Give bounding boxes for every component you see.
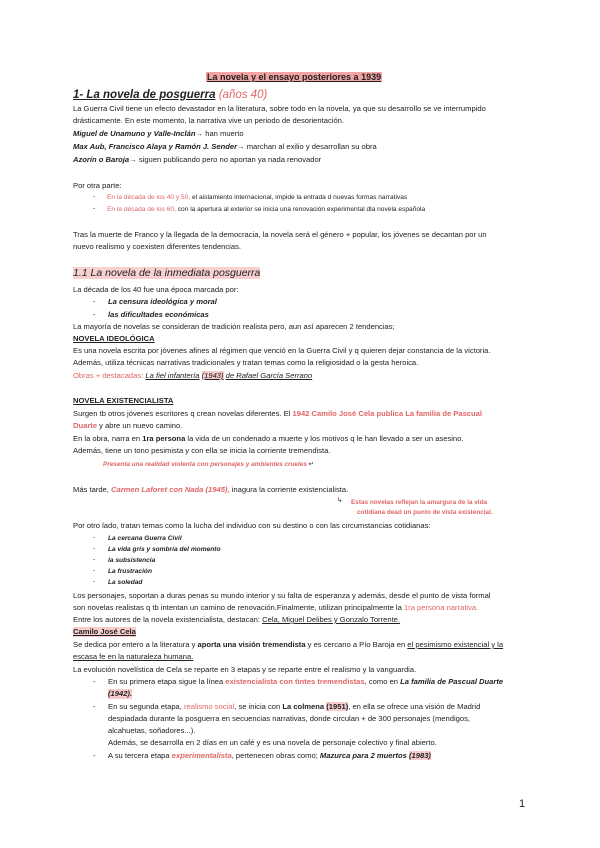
exist-item-5: La soledad (108, 579, 143, 586)
arrow-icon: ↳ (337, 497, 343, 504)
bullet-dash: - (93, 297, 96, 306)
tras-line-1: Tras la muerte de Franco y la llegada de la democracia, la novela será el género + popular, los jóvenes se decantan por un (73, 230, 487, 239)
exist-note-2-line-2: cotidiana dead un punto de vista existencial. (357, 509, 493, 516)
bullet-dash: - (93, 556, 96, 563)
exist-line-3: En la obra, narra en 1ra persona la vida de un condenado a muerte y los motivos q le han llevado a ser un asesino. (73, 434, 464, 443)
page-number: 1 (519, 798, 526, 810)
bullet-dash: - (93, 545, 96, 552)
bullet-dash: - (93, 677, 96, 686)
exist-line-1: Surgen tb otros jóvenes escritores q crean novelas diferentes. El 1942 Camilo José Cela publica La familia de Pascual (73, 409, 483, 418)
section-heading-main: 1- La novela de posguerra (73, 89, 216, 101)
cela-etapa-2-line-3: alcahuetas, soñadores...). (108, 726, 196, 735)
exist-note-2-line-1: Estas novelas reflejan la amargura de la vida (351, 499, 488, 506)
ideologica-heading: NOVELA IDEOLÓGICA (73, 334, 155, 343)
exist-note-1: Presenta una realidad violenta con personajes y ambientes crueles ↵ (103, 461, 315, 468)
bullet-dash: - (93, 534, 96, 541)
cela-etapa-2-line-2: despiadada durante la posguerra en secuencias narrativas, donde circulan + de 300 personajes (mendigos, (108, 714, 470, 723)
bullet-dash: - (93, 205, 96, 212)
exist-line-2: Duarte y abre un nuevo camino. (73, 421, 183, 430)
ideologica-obras: Obras + destacadas: La fiel infantería (1943) de Rafael García Serrano (73, 371, 313, 380)
subsection-heading: 1.1 La novela de la inmediata posguerra (73, 267, 261, 279)
ideologica-line-2: Además, utiliza técnicas narrativas tradicionales y tratan temas como la religiosidad o la gesta heroica. (73, 358, 419, 367)
section-heading (73, 89, 267, 101)
decada-after: La mayoría de novelas se consideran de tradición realista pero, aun así aparecen 2 tendencias; (73, 322, 395, 331)
exist-line-4: Además, tiene un tono pesimista y con ella se inicia la corriente tremendista. (73, 446, 331, 455)
cela-etapa-1: En su primera etapa sigue la línea existencialista con tintes tremendistas, como en La familia de Pascual Duarte (108, 677, 504, 686)
cela-line-2: escasa fe en la naturaleza humana. (73, 652, 194, 661)
decada-item-2: las dificultades económicas (108, 310, 209, 319)
document-title: La novela y el ensayo posteriores a 1939 (207, 72, 382, 82)
intro-line-3: Miguel de Unamuno y Valle-Inclán→ han muerto (73, 129, 244, 138)
otra-label: Por otra parte: (73, 181, 122, 190)
intro-line-2: drásticamente. En este momento, la narrativa vive un periodo de desorientación. (73, 116, 344, 125)
cela-etapa-2: En su segunda etapa, realismo social, se inicia con La colmena (1951), en ella se ofrece una visión de Madrid (108, 702, 481, 711)
section-heading-extra: (años 40) (218, 89, 268, 101)
exist-item-3: la subsistencia (108, 557, 156, 564)
decada-label: La década de los 40 fue una época marcada por: (73, 285, 239, 294)
ideologica-line-1: Es una novela escrita por jóvenes afines al régimen que venció en la Guerra Civil y q quieren dejar constancia de la victoria. (73, 346, 491, 355)
intro-line-4: Max Aub, Francisco Alaya y Ramón J. Sender→ marchan al exilio y desarrollan su obra (73, 142, 377, 151)
cela-etapa-3: A su tercera etapa experimentalista, pertenecen obras como; Mazurca para 2 muertos (1983) (108, 751, 431, 760)
existencialista-heading: NOVELA EXISTENCIALISTA (73, 396, 174, 405)
cela-etapa-1-year: (1942). (108, 689, 133, 698)
intro-line-1: La Guerra Civil tiene un efecto devastador en la literatura, sobre todo en la novela, ya que su desarrollo se ve interrumpido (73, 104, 486, 113)
exist-line-6: Por otro lado, tratan temas como la lucha del individuo con su destino o con las circumstancias cotidianas: (73, 521, 431, 530)
cela-etapa-2-line-4: Además, se desarrolla en 2 días en un café y es una novela de personaje colectivo y final abierto. (108, 738, 437, 747)
otra-bullet-2: En la década de los 60, con la apertura al exterior se inicia una renovación experimental dla novela española (107, 206, 426, 213)
bullet-dash: - (93, 567, 96, 574)
exist-line-8: son novelas realistas q tb intentan un camino de renovación.Finalmente, utilizan principalmente la 1ra persona narrativa. (73, 603, 479, 612)
intro-line-5: Azorín o Baroja→ siguen publicando pero no aportan ya nada renovador (73, 155, 322, 164)
exist-line-5: Más tarde, Carmen Laforet con Nada (1945), inagura la corriente existencialista. (73, 485, 349, 494)
otra-bullet-1: En la década de los 40 y 50, el aislamiento internacional, impide la entrada d nuevas formas narrativas (107, 194, 408, 201)
bullet-dash: - (93, 193, 96, 200)
bullet-dash: - (93, 310, 96, 319)
exist-line-7: Los personajes, soportan a duras penas su mundo interior y su falta de esperanza y además, desde el punto de vista formal (73, 591, 491, 600)
decada-item-1: La censura ideológica y moral (108, 297, 217, 306)
exist-item-4: La frustración (108, 568, 152, 575)
cela-line-3: La evolución novelística de Cela se reparte en 3 etapas y se reparte entre el realismo y la vanguardia. (73, 665, 417, 674)
exist-item-1: La cercana Guerra Civil (108, 535, 182, 542)
exist-line-9: Entre los autores de la novela existencialista, destacan: Cela, Miguel Delibes y Gonzalo Torrente. (73, 615, 401, 624)
bullet-dash: - (93, 578, 96, 585)
exist-item-2: La vida gris y sombría del momento (108, 546, 221, 553)
cela-line-1: Se dedica por entero a la literatura y aporta una visión tremendista y es cercano a Pío Baroja en el pesimismo existencial y la (73, 640, 504, 649)
tras-line-2: nuevo realismo y coexisten diferentes tendencias. (73, 242, 242, 251)
bullet-dash: - (93, 751, 96, 760)
bullet-dash: - (93, 702, 96, 711)
cela-heading: Camilo José Cela (73, 627, 136, 636)
